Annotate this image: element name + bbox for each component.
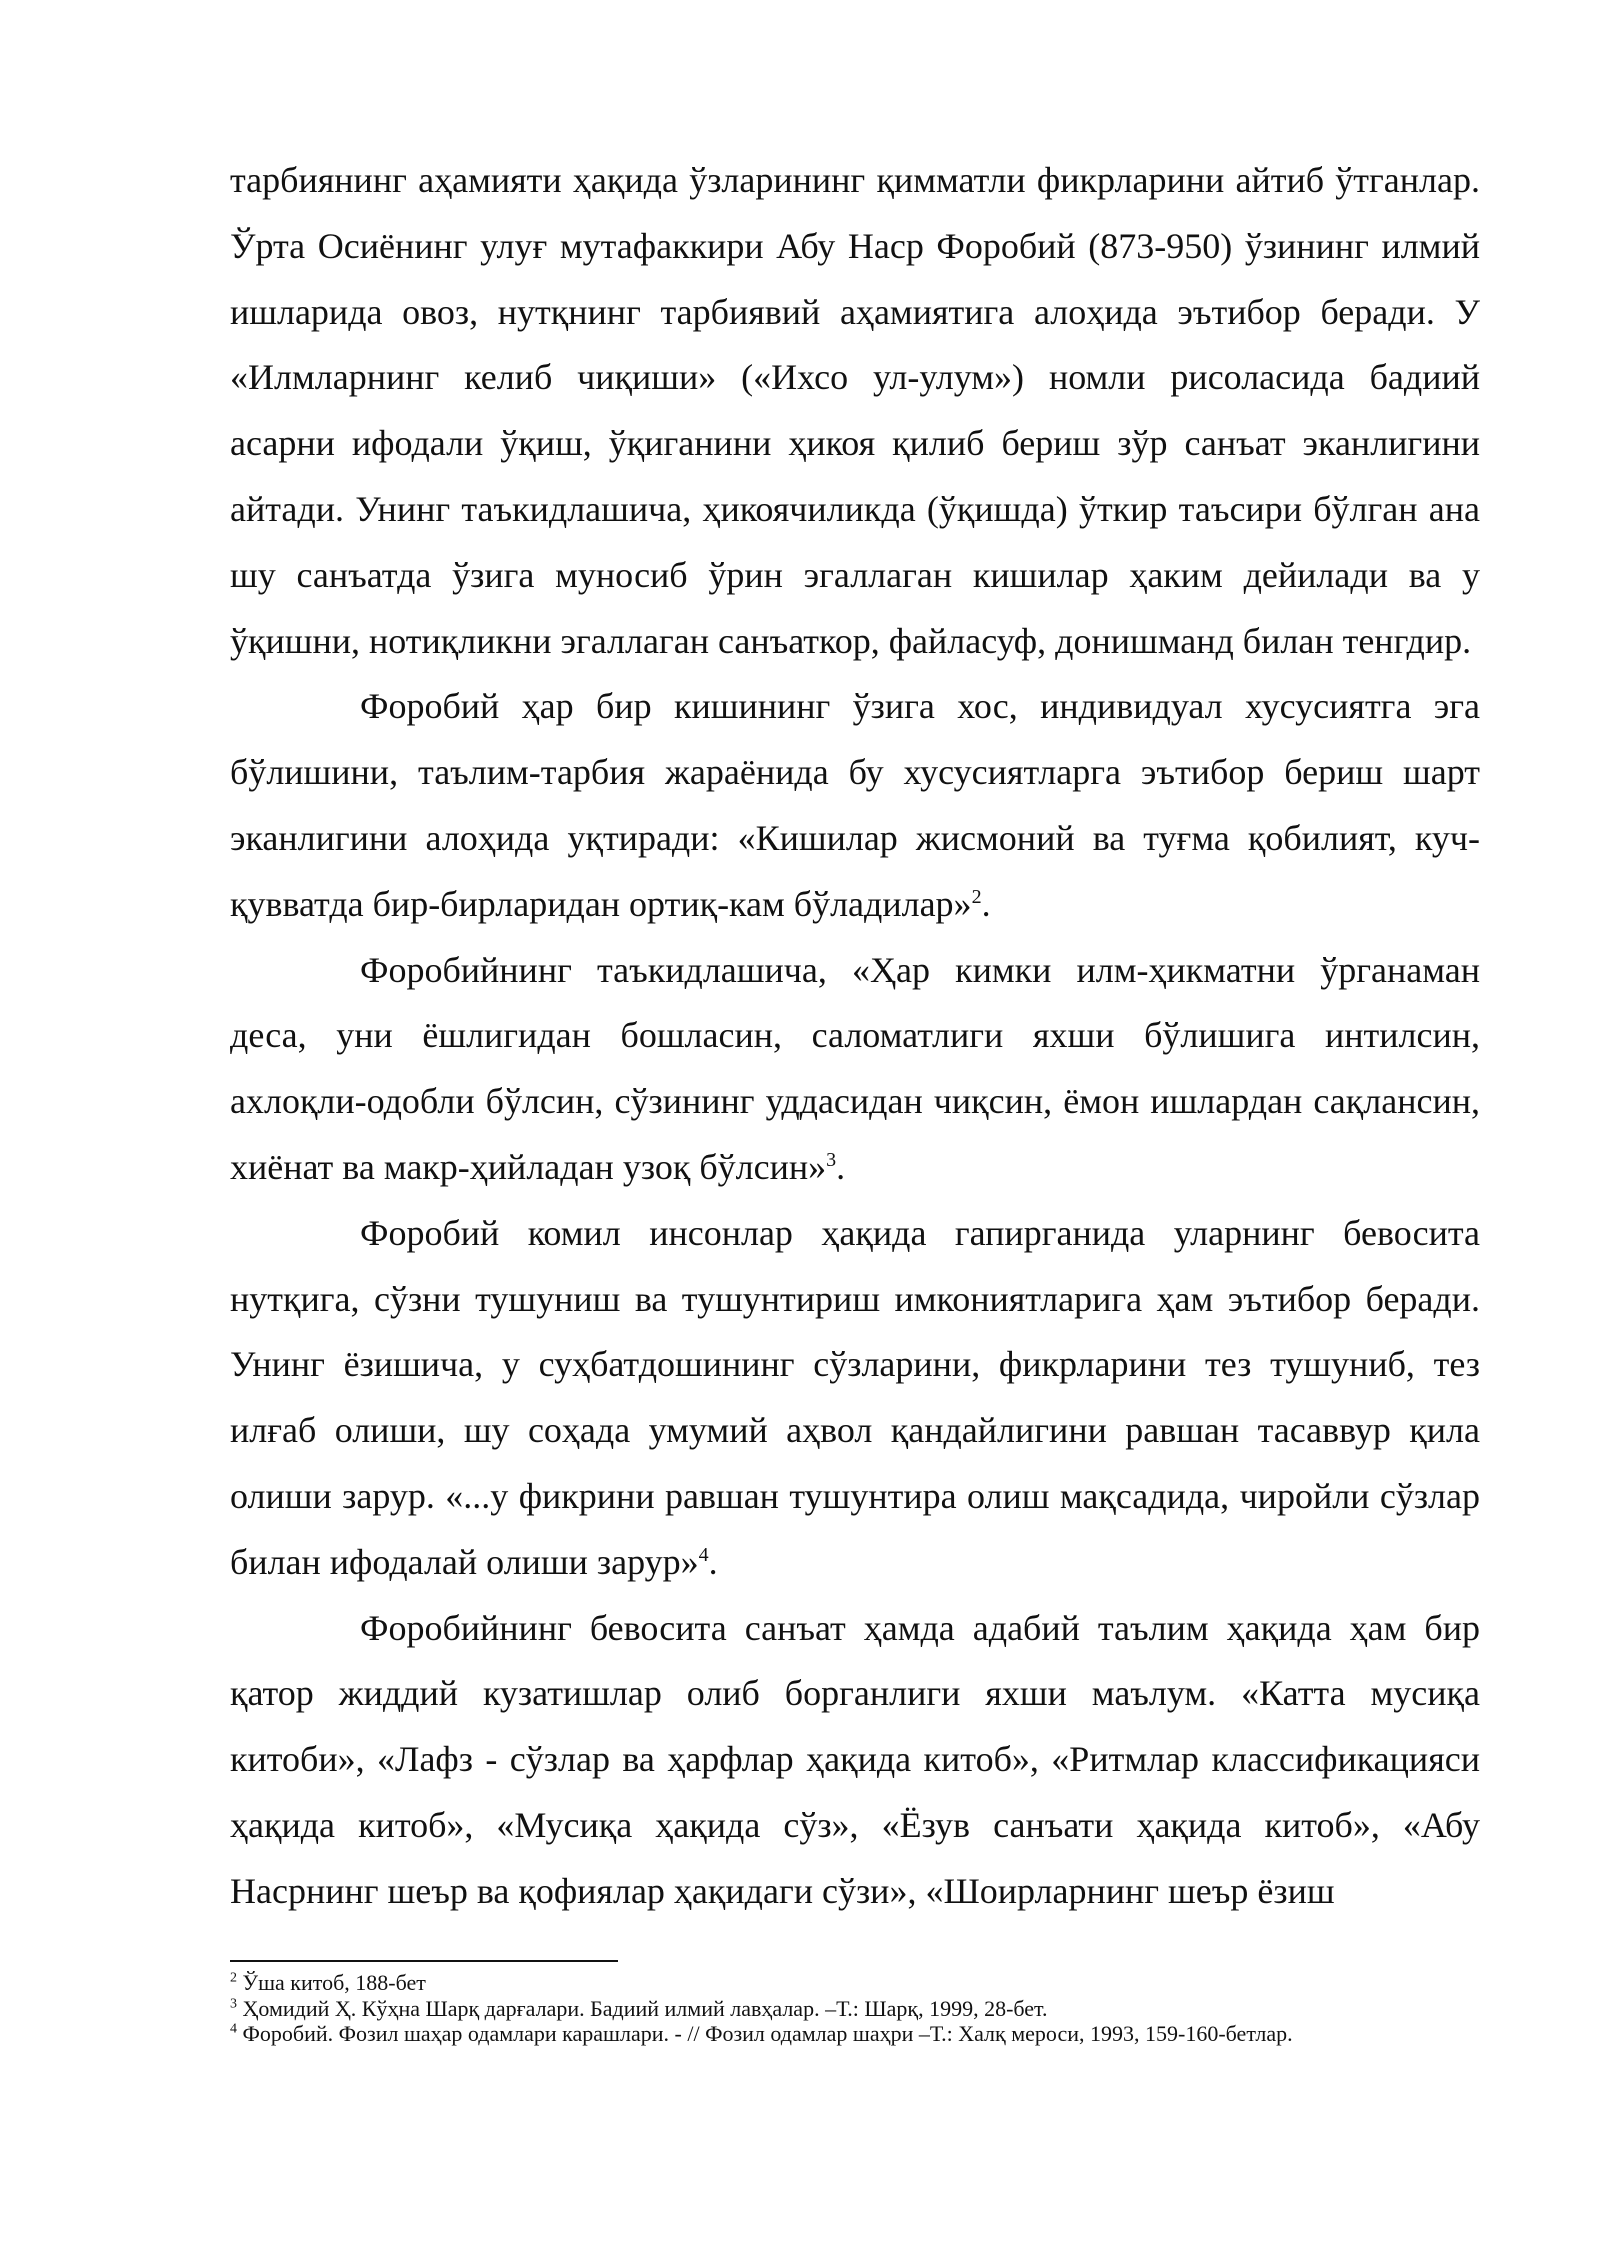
- footnote-separator: [230, 1960, 618, 1962]
- paragraph-text: Форобий ҳар бир кишининг ўзига хос, индивидуал хусусиятга эга бўлишини, таълим-тарбия жараёнида бу хусусиятларга эътибор бериш шарт эканлигини алоҳида уқтиради: «Кишилар жисмоний ва туғма қобилият, куч-қувватда бир-бирларидан ортиқ-кам бўладилар»: [230, 686, 1480, 924]
- paragraph-text: Форобийнинг таъкидлашича, «Ҳар кимки илм-ҳикматни ўрганаман деса, уни ёшлигидан бошласин, саломатлиги яхши бўлишига интилсин, ахлоқли-одобли бўлсин, сўзининг уддасидан чиқсин, ёмон ишлардан сақлансин, хиёнат ва макр-ҳийладан узоқ бўлсин»: [230, 949, 1480, 1187]
- paragraph-text: Форобий комил инсонлар ҳақида гапирганида уларнинг бевосита нутқига, сўзни тушуниш ва тушунтириш имкониятларига ҳам эътибор беради. Унинг ёзишича, у суҳбатдошининг сўзларини, фикрларини тез тушуниб, тез илғаб олиши, шу соҳада умумий аҳвол қандайлигини равшан тасаввур қила олиши зарур. «...у фикрини равшан тушунтира олиш мақсадида, чиройли сўзлар билан ифодалай олиши зарур»: [230, 1212, 1480, 1582]
- paragraph-text: Форобийнинг бевосита санъат ҳамда адабий таълим ҳақида ҳам бир қатор жиддий кузатишлар олиб борганлиги яхши маълум. «Катта мусиқа китоби», «Лафз - сўзлар ва ҳарфлар ҳақида китоб», «Ритмлар классификацияси ҳақида китоб», «Мусиқа ҳақида сўз», «Ёзув санъати ҳақида китоб», «Абу Насрнинг шеър ва қофиялар ҳақидаги сўзи», «Шоирларнинг шеър ёзиш: [230, 1607, 1480, 1911]
- paragraph-2: [230, 674, 1480, 937]
- paragraph-5: [230, 1596, 1480, 1925]
- footnote-number: 2: [230, 1970, 237, 1986]
- footnote-3: [230, 1996, 1480, 2022]
- paragraph-tail: .: [836, 1146, 846, 1187]
- footnote-number: 4: [230, 2021, 237, 2037]
- body-text: [230, 148, 1480, 1925]
- paragraph-text: тарбиянинг аҳамияти ҳақида ўзларининг қимматли фикрларини айтиб ўтганлар. Ўрта Осиёнинг улуғ мутафаккири Абу Наср Форобий (873-950) ўзининг илмий ишларида овоз, нутқнинг тарбиявий аҳамиятига алоҳида эътибор беради. У «Илмларнинг келиб чиқиши» («Ихсо ул-улум») номли рисоласида бадиий асарни ифодали ўқиш, ўқиганини ҳикоя қилиб бериш зўр санъат эканлигини айтади. Унинг таъкидлашича, ҳикоячиликда (ўқишда) ўткир таъсири бўлган ана шу санъатда ўзига муносиб ўрин эгаллаган кишилар ҳаким дейилади ва у ўқишни, нотиқликни эгаллаган санъаткор, файласуф, донишманд билан тенгдир.: [230, 160, 1480, 661]
- footnote-ref[interactable]: 3: [826, 1148, 837, 1171]
- footnote-number: 3: [230, 1996, 237, 2012]
- footnote-4: [230, 2021, 1480, 2047]
- footnote-ref[interactable]: 2: [971, 885, 982, 908]
- footnote-text: Форобий. Фозил шаҳар одамлари карашлари. - // Фозил одамлар шаҳри –Т.: Халқ мероси, 1993, 159-160-бетлар.: [237, 2021, 1293, 2046]
- paragraph-tail: .: [708, 1541, 718, 1582]
- footnote-2: [230, 1970, 1480, 1996]
- footnote-text: Ўша китоб, 188-бет: [237, 1970, 426, 1995]
- footnotes: [230, 1970, 1480, 2047]
- paragraph-1: [230, 148, 1480, 674]
- footnote-text: Ҳомидий Ҳ. Кўҳна Шарқ дарғалари. Бадиий илмий лавҳалар. –Т.: Шарқ, 1999, 28-бет.: [237, 1995, 1048, 2021]
- footnote-ref[interactable]: 4: [698, 1543, 709, 1566]
- paragraph-4: [230, 1201, 1480, 1596]
- paragraph-tail: .: [981, 883, 991, 924]
- paragraph-3: [230, 938, 1480, 1201]
